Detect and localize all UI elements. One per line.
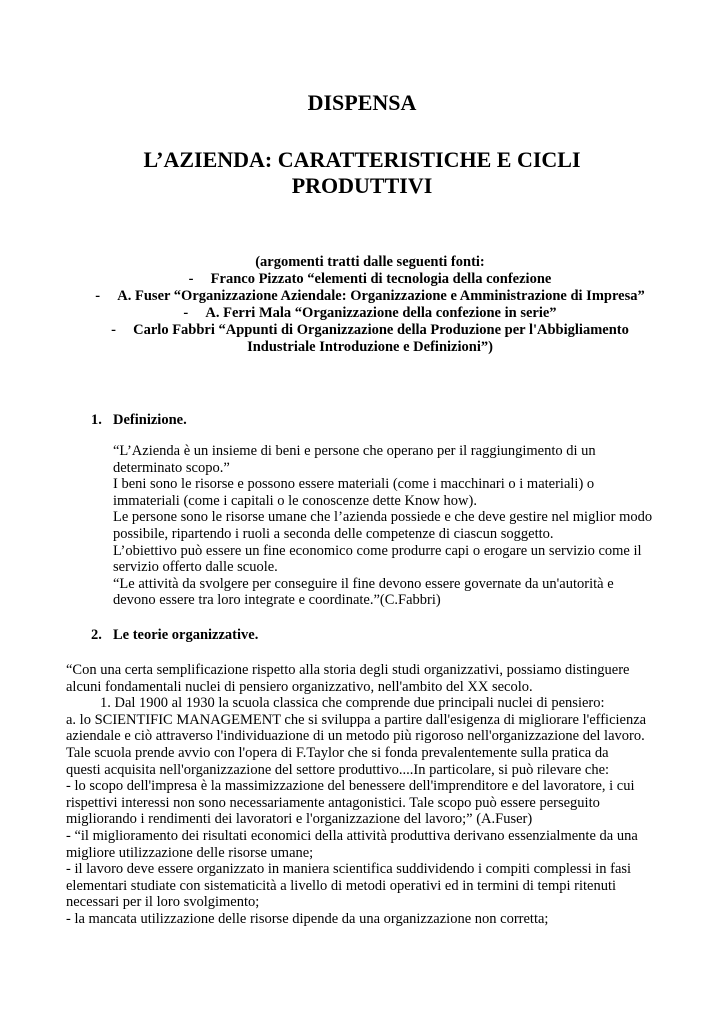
text-line: determinato scopo.” bbox=[113, 459, 230, 476]
text-line: rispettivi interessi non sono necessariamente antagonistici. Tale scopo può essere perseguito bbox=[66, 794, 600, 811]
text-line: devono essere tra loro integrate e coordinate.”(C.Fabbri) bbox=[113, 592, 441, 609]
sources-closing: Industriale Introduzione e Definizioni”) bbox=[247, 339, 493, 355]
source-item: - Carlo Fabbri “Appunti di Organizzazione della Produzione per l'Abbigliamento bbox=[111, 322, 629, 338]
section-number: 1. bbox=[91, 412, 102, 428]
text-line: elementari studiate con sistematicità a livello di metodi operativi ed in termini di tempi ritenuti bbox=[66, 877, 617, 894]
sources-intro: (argomenti tratti dalle seguenti fonti: bbox=[255, 254, 485, 270]
subtitle-line: PRODUTTIVI bbox=[291, 173, 433, 198]
text-line: aziendale e ciò attraverso l'individuazione di un metodo più rigoroso nell'organizzazione del lavoro. bbox=[66, 728, 645, 745]
document-title: DISPENSA bbox=[307, 90, 417, 115]
theories-paragraph bbox=[66, 662, 696, 928]
definition-paragraph bbox=[113, 443, 673, 609]
text-line: necessari per il loro svolgimento; bbox=[66, 894, 260, 911]
section-number: 2. bbox=[91, 627, 102, 643]
text-line: - il lavoro deve essere organizzato in maniera scientifica suddividendo i compiti complessi in fasi bbox=[66, 861, 632, 878]
source-item: - A. Fuser “Organizzazione Aziendale: Organizzazione e Amministrazione di Impresa” bbox=[95, 288, 645, 304]
section-title: Le teorie organizzative. bbox=[113, 627, 259, 643]
text-line: “Le attività da svolgere per conseguire il fine devono essere governate da un'autorità e bbox=[113, 575, 614, 592]
text-line: migliorando i rendimenti dei lavoratori e l'organizzazione del lavoro;” (A.Fuser) bbox=[66, 811, 533, 828]
text-line: immateriali (come i capitali o le conoscenze dette Know how). bbox=[113, 492, 477, 509]
text-line: I beni sono le risorse e possono essere materiali (come i macchinari o i materiali) o bbox=[113, 476, 595, 493]
text-line: - la mancata utilizzazione delle risorse dipende da una organizzazione non corretta; bbox=[66, 910, 549, 927]
source-item: - Franco Pizzato “elementi di tecnologia della confezione bbox=[188, 271, 552, 287]
text-line: servizio offerto dalle scuole. bbox=[113, 559, 278, 576]
text-line: questi acquisita nell'organizzazione del settore produttivo....In particolare, si può rilevare che: bbox=[66, 761, 610, 778]
text-line: migliore utilizzazione delle risorse umane; bbox=[66, 844, 314, 861]
section-heading-teorie bbox=[91, 627, 258, 644]
source-item: - A. Ferri Mala “Organizzazione della confezione in serie” bbox=[183, 305, 557, 321]
text-line: Tale scuola prende avvio con l'opera di F.Taylor che si fonda prevalentemente sulla pratica da bbox=[66, 744, 609, 761]
text-line: L’obiettivo può essere un fine economico come produrre capi o erogare un servizio come il bbox=[113, 542, 642, 559]
sources-list bbox=[60, 254, 680, 356]
text-line: - lo scopo dell'impresa è la massimizzazione del benessere dell'imprenditore e del lavoratore, i cui bbox=[66, 778, 635, 795]
text-line: a. lo SCIENTIFIC MANAGEMENT che si sviluppa a partire dall'esigenza di migliorare l'efficienza bbox=[66, 711, 647, 728]
text-line: alcuni fondamentali nuclei di pensiero organizzativo, nell'ambito del XX secolo. bbox=[66, 678, 533, 695]
text-line: “L’Azienda è un insieme di beni e persone che operano per il raggiungimento di un bbox=[113, 443, 596, 459]
section-title: Definizione. bbox=[113, 412, 187, 428]
subtitle-line: L’AZIENDA: CARATTERISTICHE E CICLI bbox=[143, 147, 581, 172]
text-line: “Con una certa semplificazione rispetto alla storia degli studi organizzativi, possiamo distinguere bbox=[66, 662, 630, 678]
document-subtitle bbox=[0, 147, 724, 199]
text-line: possibile, ripartendo i ruoli a seconda delle competenze di ciascun soggetto. bbox=[113, 525, 554, 542]
text-line: - “il miglioramento dei risultati economici della attività produttiva derivano essenzialmente da una bbox=[66, 827, 638, 844]
numbered-item: 1. Dal 1900 al 1930 la scuola classica che comprende due principali nuclei di pensiero: bbox=[100, 695, 605, 712]
section-heading-definizione bbox=[91, 412, 187, 429]
text-line: Le persone sono le risorse umane che l’azienda possiede e che deve gestire nel miglior modo bbox=[113, 509, 653, 526]
